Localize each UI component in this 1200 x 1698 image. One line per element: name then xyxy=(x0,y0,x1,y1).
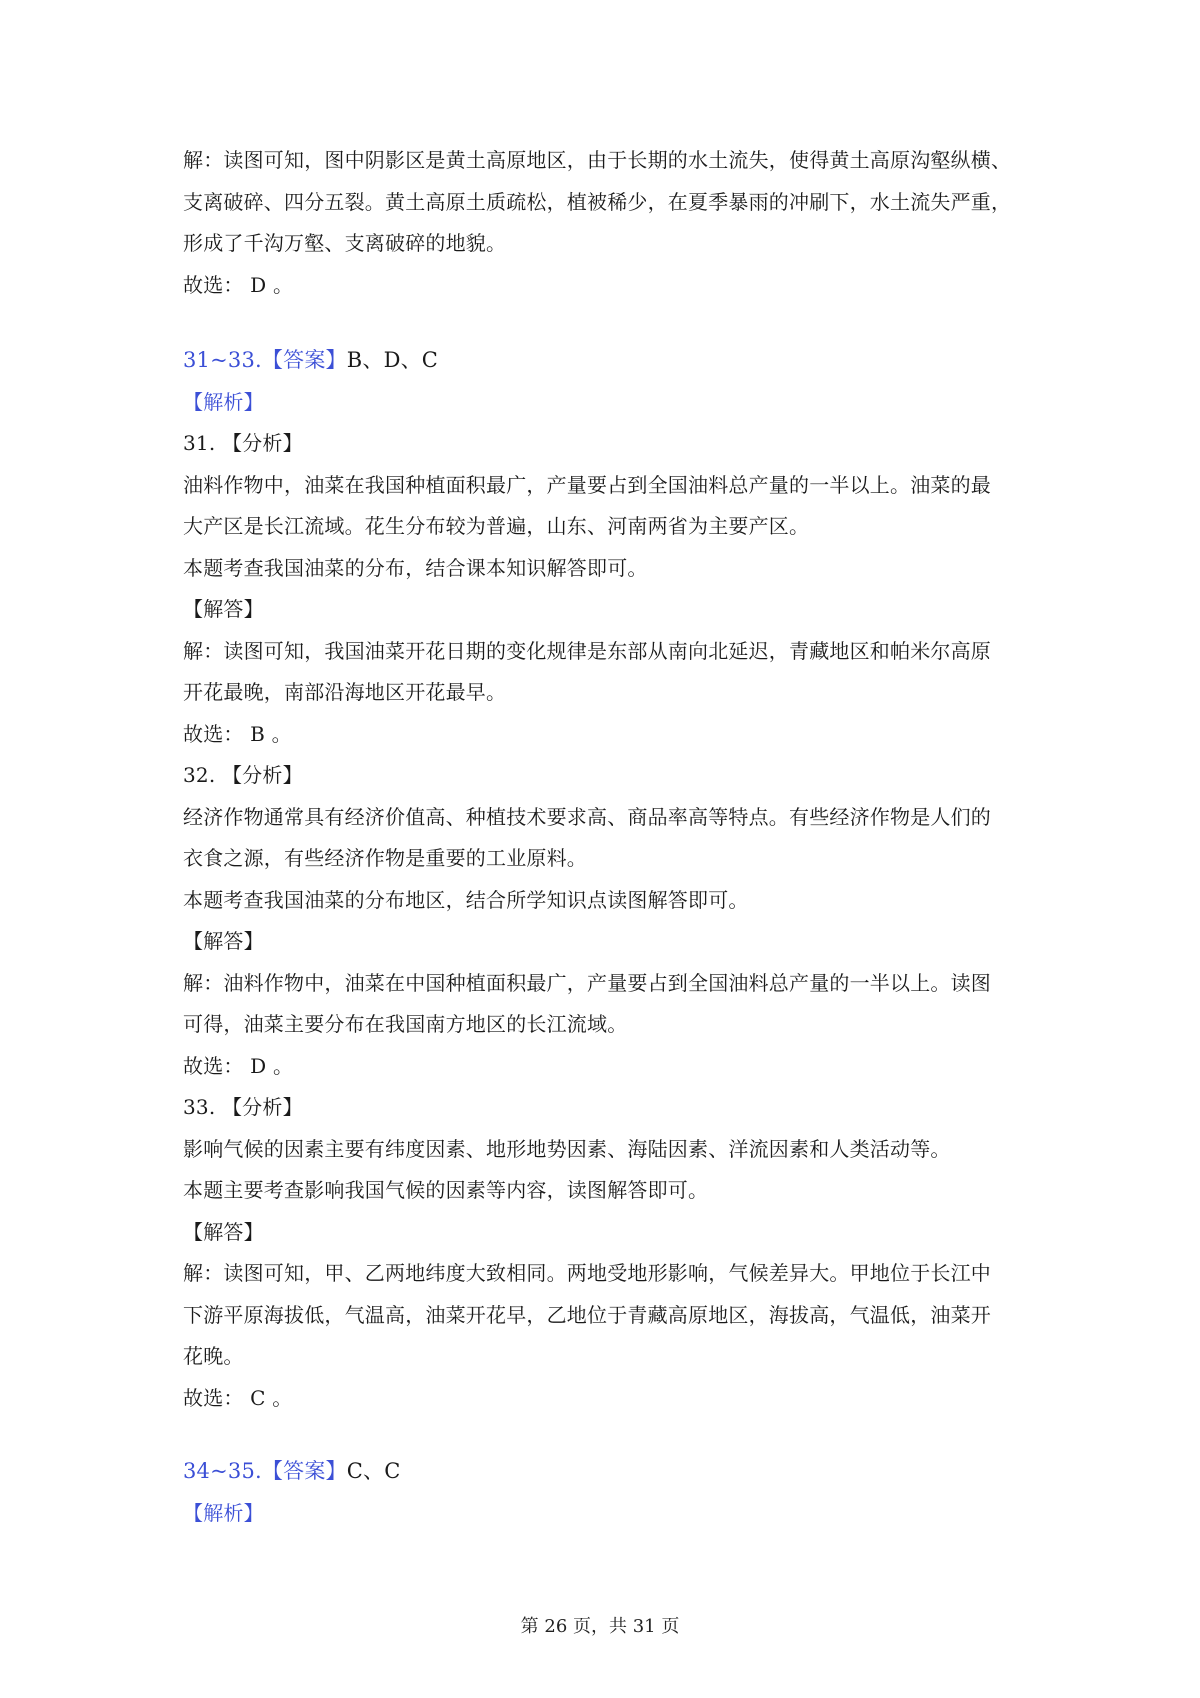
answer-options: C、C xyxy=(346,1459,401,1483)
text-line: 形成了千沟万壑、支离破碎的地貌。 xyxy=(183,231,507,255)
text-line: 故选： B 。 xyxy=(183,721,292,746)
text-line: 可得，油菜主要分布在我国南方地区的长江流域。 xyxy=(183,1012,628,1036)
text-line: 解：读图可知，我国油菜开花日期的变化规律是东部从南向北延迟，青藏地区和帕米尔高原 xyxy=(183,638,991,663)
answer-number: 31~33. xyxy=(183,348,262,372)
text-line: 故选： D 。 xyxy=(183,1053,294,1078)
text-line: 本题考查我国油菜的分布，结合课本知识解答即可。 xyxy=(183,555,648,580)
text-line: 影响气候的因素主要有纬度因素、地形地势因素、海陆因素、洋流因素和人类活动等。 xyxy=(183,1136,951,1161)
text-line: 大产区是长江流域。花生分布较为普遍，山东、河南两省为主要产区。 xyxy=(183,514,810,538)
text-line: 【解答】 xyxy=(183,929,264,953)
text-line: 花晚。 xyxy=(183,1344,244,1368)
text-line: 衣食之源，有些经济作物是重要的工业原料。 xyxy=(183,846,587,870)
text-line: 解：油料作物中，油菜在中国种植面积最广，产量要占到全国油料总产量的一半以上。读图 xyxy=(183,970,991,995)
answer-block-31-33 xyxy=(183,340,1033,1419)
text-line: 油料作物中，油菜在我国种植面积最广，产量要占到全国油料总产量的一半以上。油菜的最 xyxy=(183,472,991,497)
text-line: 下游平原海拔低，气温高，油菜开花早，乙地位于青藏高原地区，海拔高，气温低，油菜开 xyxy=(183,1302,991,1327)
page-footer: 第 26 页，共 31 页 xyxy=(520,1616,680,1637)
text-line: 【解答】 xyxy=(183,1219,264,1244)
text-line: 经济作物通常具有经济价值高、种植技术要求高、商品率高等特点。有些经济作物是人们的 xyxy=(183,804,991,829)
text-line: 支离破碎、四分五裂。黄土高原土质疏松，植被稀少，在夏季暴雨的冲刷下，水土流失严重， xyxy=(183,189,1012,214)
text-line: 33. 【分析】 xyxy=(183,1095,303,1119)
text-line: 解：读图可知，图中阴影区是黄土高原地区，由于长期的水土流失，使得黄土高原沟壑纵横、 xyxy=(183,148,1012,172)
text-line: 本题考查我国油菜的分布地区，结合所学知识点读图解答即可。 xyxy=(183,887,749,912)
analysis-tag: 【解析】 xyxy=(183,389,264,414)
answer-options: B、D、C xyxy=(346,348,439,372)
text-line: 31. 【分析】 xyxy=(183,431,303,455)
answer-tag: 【答案】 xyxy=(261,1459,347,1483)
answer-header xyxy=(183,340,1033,382)
answer-header xyxy=(183,1451,1033,1493)
answer-number: 34~35. xyxy=(183,1459,262,1483)
document-body xyxy=(183,140,1033,1534)
text-line: 【解答】 xyxy=(183,597,264,621)
text-line: 故选： C 。 xyxy=(183,1385,293,1410)
text-line: 开花最晚，南部沿海地区开花最早。 xyxy=(183,680,507,704)
answer-tag: 【答案】 xyxy=(261,348,347,372)
analysis-tag: 【解析】 xyxy=(183,1500,264,1525)
text-line: 解：读图可知，甲、乙两地纬度大致相同。两地受地形影响，气候差异大。甲地位于长江中 xyxy=(183,1261,991,1285)
answer-block-34-35 xyxy=(183,1451,1033,1534)
text-line: 32. 【分析】 xyxy=(183,763,303,787)
text-line: 本题主要考查影响我国气候的因素等内容，读图解答即可。 xyxy=(183,1178,709,1202)
answer-block-30 xyxy=(183,140,1033,306)
text-line: 故选： D 。 xyxy=(183,272,294,297)
